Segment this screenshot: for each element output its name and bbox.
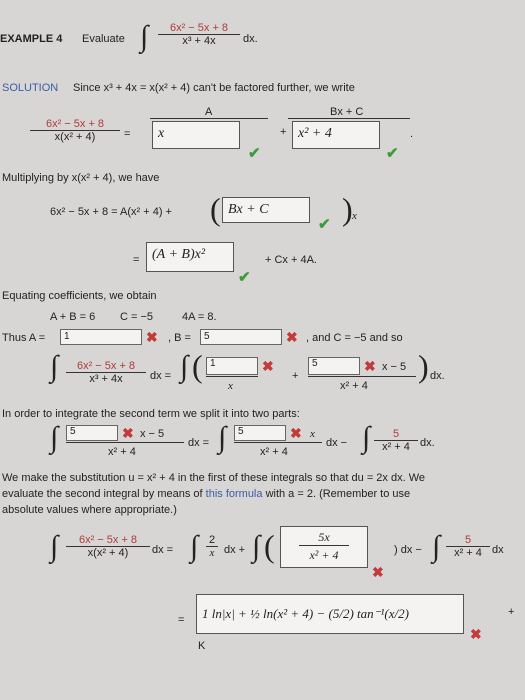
open-paren: ( bbox=[210, 191, 221, 227]
fraction-bar-split-2 bbox=[234, 442, 322, 443]
fraction-bar-A bbox=[150, 118, 268, 119]
fraction-bar-second bbox=[308, 376, 416, 377]
substitution-line2b: with a = 2. (Remember to use bbox=[265, 488, 411, 500]
final-fraction bbox=[66, 534, 150, 559]
example-label: EXAMPLE 4 bbox=[0, 33, 63, 45]
split-den2: x² + 4 bbox=[260, 446, 288, 458]
integral-sign: ∫ bbox=[362, 421, 371, 454]
header-denominator: x³ + 4x bbox=[182, 35, 216, 47]
final-5-num: 5 bbox=[446, 534, 490, 547]
substitution-line2a: evaluate the second integral by means of bbox=[2, 488, 203, 500]
integral-sign: ∫ bbox=[218, 421, 227, 454]
split-fraction-3 bbox=[374, 428, 418, 453]
solution-lhs-den: x(x² + 4) bbox=[54, 131, 96, 143]
split-dx-minus: dx − bbox=[326, 437, 348, 449]
multiply-text: Multiplying by x(x² + 4), we have bbox=[2, 172, 160, 184]
formula-link[interactable]: this formula bbox=[205, 488, 263, 500]
and-C-text: , and C = −5 and so bbox=[306, 332, 403, 344]
integral-sign: ∫ bbox=[252, 530, 261, 563]
integral-sign: ∫ bbox=[50, 421, 59, 454]
final-plus: + bbox=[508, 606, 515, 618]
solution-lhs-num: 6x² − 5x + 8 bbox=[30, 118, 120, 131]
cross-icon: ✖ bbox=[262, 358, 274, 374]
thus-label: Thus A = bbox=[2, 332, 46, 344]
answer-box-split-1[interactable]: 5 bbox=[66, 425, 118, 441]
check-icon: ✔ bbox=[248, 145, 261, 162]
coef-eq3: 4A = 8. bbox=[182, 311, 217, 323]
coefficients-text: Equating coefficients, we obtain bbox=[2, 290, 157, 302]
header-fraction bbox=[158, 22, 240, 47]
split-x2: x bbox=[310, 428, 315, 440]
box-5x-den: x² + 4 bbox=[309, 548, 339, 562]
second-term-den: x² + 4 bbox=[340, 380, 368, 392]
first-term-den: x bbox=[228, 380, 233, 392]
answer-box-B[interactable]: 5 bbox=[200, 329, 282, 345]
final-dx-minus: ) dx − bbox=[394, 544, 422, 556]
solution-text: Since x³ + 4x = x(x² + 4) can't be factored further, we write bbox=[73, 82, 355, 94]
cross-icon: ✖ bbox=[290, 425, 302, 441]
header-numerator: 6x² − 5x + 8 bbox=[158, 22, 240, 35]
close-paren: ) bbox=[418, 348, 429, 384]
constant-K: K bbox=[198, 640, 206, 652]
fraction-bar-first bbox=[206, 376, 258, 377]
integral-dx-end: dx. bbox=[430, 370, 445, 382]
answer-box-BxC-denominator[interactable]: x² + 4 bbox=[292, 121, 380, 149]
final-2-over-x bbox=[206, 534, 218, 559]
cross-icon: ✖ bbox=[372, 564, 384, 580]
fraction-bar-split-1 bbox=[66, 442, 184, 443]
check-icon: ✔ bbox=[238, 269, 251, 286]
second-term-num: x − 5 bbox=[382, 361, 407, 373]
final-dx-eq: dx = bbox=[152, 544, 174, 556]
substitution-line1: We make the substitution u = x² + 4 in the first of these integrals so that du = 2x dx. We bbox=[2, 472, 426, 484]
cross-icon: ✖ bbox=[364, 358, 376, 374]
final-num: 6x² − 5x + 8 bbox=[66, 534, 150, 547]
partial-BxC-label: Bx + C bbox=[330, 106, 364, 118]
multiply-rest: + Cx + 4A. bbox=[265, 254, 317, 266]
open-paren: ( bbox=[264, 528, 275, 564]
final-x: x bbox=[209, 547, 215, 559]
substitution-line2 bbox=[2, 488, 410, 500]
answer-box-second-term[interactable]: 5 bbox=[308, 357, 360, 375]
integral-sign: ∫ bbox=[50, 530, 59, 563]
integral-plus: + bbox=[292, 370, 299, 382]
solution-plus: + bbox=[280, 126, 287, 138]
split-dx-end: dx. bbox=[420, 437, 435, 449]
fraction-bar-BxC bbox=[288, 118, 410, 119]
answer-box-ABx2[interactable]: (A + B)x² bbox=[146, 242, 234, 272]
integral-den: x³ + 4x bbox=[89, 373, 123, 385]
solution-eq: = bbox=[124, 128, 131, 140]
answer-box-BxC[interactable]: Bx + C bbox=[222, 197, 310, 223]
split-num1: x − 5 bbox=[140, 428, 165, 440]
integral-sign: ∫ bbox=[190, 530, 199, 563]
solution-lhs-fraction bbox=[30, 118, 120, 143]
integral-sign: ∫ bbox=[50, 350, 59, 383]
split-den3: x² + 4 bbox=[382, 441, 410, 453]
solution-label: SOLUTION bbox=[2, 82, 59, 94]
split-num3: 5 bbox=[374, 428, 418, 441]
answer-box-5x-term[interactable] bbox=[280, 526, 368, 568]
final-5-fraction bbox=[446, 534, 490, 559]
integral-dx-eq: dx = bbox=[150, 370, 172, 382]
answer-box-final[interactable]: 1 ln|x| + ½ ln(x² + 4) − (5/2) tan⁻¹(x/2) bbox=[196, 594, 464, 634]
split-text: In order to integrate the second term we split it into two parts: bbox=[2, 408, 300, 420]
cross-icon: ✖ bbox=[470, 626, 482, 642]
multiply-lhs: 6x² − 5x + 8 = A(x² + 4) + bbox=[50, 206, 172, 218]
check-icon: ✔ bbox=[386, 145, 399, 162]
final-5-den: x² + 4 bbox=[454, 547, 482, 559]
integral-fraction bbox=[66, 360, 146, 385]
partial-A-label: A bbox=[205, 106, 213, 118]
coef-eq2: C = −5 bbox=[120, 311, 154, 323]
box-5x-num: 5x bbox=[299, 529, 349, 546]
answer-box-first-term[interactable]: 1 bbox=[206, 357, 258, 375]
final-eq: = bbox=[178, 614, 185, 626]
split-dx-eq: dx = bbox=[188, 437, 210, 449]
cross-icon: ✖ bbox=[286, 329, 298, 345]
multiply-x: x bbox=[352, 210, 357, 222]
substitution-line3: absolute values where appropriate.) bbox=[2, 504, 177, 516]
cross-icon: ✖ bbox=[146, 329, 158, 345]
B-label: , B = bbox=[168, 332, 191, 344]
final-dx: dx bbox=[492, 544, 504, 556]
coef-eq1: A + B = 6 bbox=[50, 311, 96, 323]
final-2: 2 bbox=[206, 534, 218, 547]
solution-period: . bbox=[410, 128, 414, 140]
integral-sign: ∫ bbox=[140, 20, 149, 53]
header-dx: dx. bbox=[243, 33, 258, 45]
integral-sign: ∫ bbox=[180, 350, 189, 383]
answer-box-A-denominator[interactable]: x bbox=[152, 121, 240, 149]
split-den1: x² + 4 bbox=[108, 446, 136, 458]
answer-box-A[interactable]: 1 bbox=[60, 329, 142, 345]
final-den: x(x² + 4) bbox=[87, 547, 129, 559]
evaluate-label: Evaluate bbox=[82, 33, 125, 45]
check-icon: ✔ bbox=[318, 216, 331, 233]
cross-icon: ✖ bbox=[122, 425, 134, 441]
multiply-eq: = bbox=[133, 254, 140, 266]
integral-num: 6x² − 5x + 8 bbox=[66, 360, 146, 373]
open-paren: ( bbox=[192, 348, 203, 384]
answer-box-split-2[interactable]: 5 bbox=[234, 425, 286, 441]
close-paren: ) bbox=[342, 191, 353, 227]
final-dx-plus: dx + bbox=[224, 544, 246, 556]
integral-sign: ∫ bbox=[432, 530, 441, 563]
